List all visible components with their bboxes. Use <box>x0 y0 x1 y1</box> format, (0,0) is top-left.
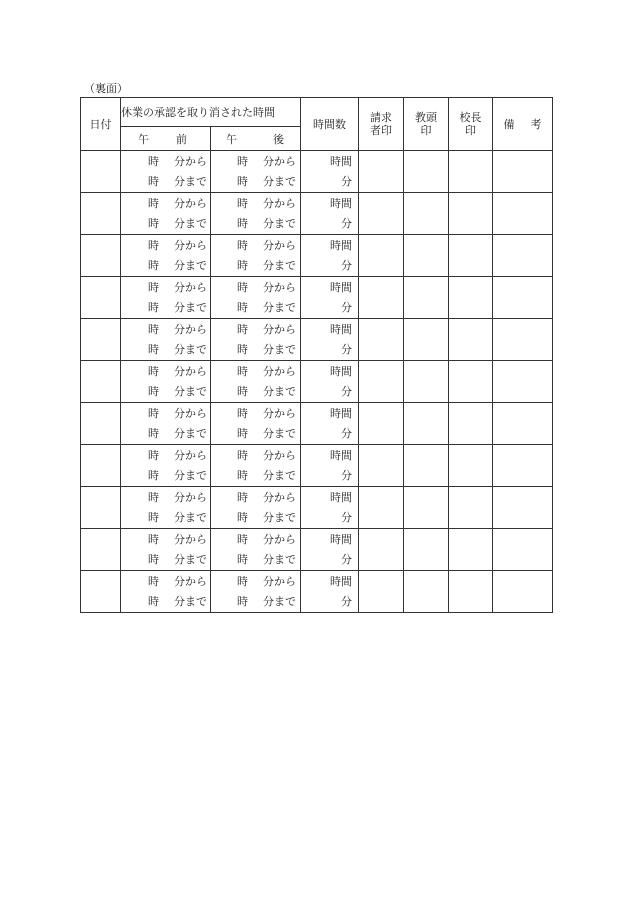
principal-seal-cell[interactable] <box>449 193 493 235</box>
pm-time-cell[interactable]: 時 分から 時 分まで <box>211 487 301 529</box>
am-time-cell[interactable]: 時 分から 時 分まで <box>121 151 211 193</box>
hours-header: 時間数 <box>301 98 359 151</box>
pm-time-cell[interactable]: 時 分から 時 分まで <box>211 193 301 235</box>
remarks-cell[interactable] <box>493 571 553 613</box>
principal-seal-cell[interactable] <box>449 445 493 487</box>
vice-principal-seal-cell[interactable] <box>404 277 449 319</box>
vice-principal-seal-cell[interactable] <box>404 361 449 403</box>
hours-cell[interactable]: 時間 分 <box>301 571 359 613</box>
requester-seal-cell[interactable] <box>359 319 404 361</box>
remarks-cell[interactable] <box>493 529 553 571</box>
principal-seal-cell[interactable] <box>449 235 493 277</box>
entry-row <box>81 487 553 529</box>
entry-row <box>81 361 553 403</box>
requester-seal-cell[interactable] <box>359 403 404 445</box>
remarks-cell[interactable] <box>493 403 553 445</box>
vice-principal-seal-header: 教頭印 <box>404 98 449 151</box>
remarks-cell[interactable] <box>493 487 553 529</box>
remarks-cell[interactable] <box>493 193 553 235</box>
entry-row <box>81 235 553 277</box>
hours-cell[interactable]: 時間 分 <box>301 403 359 445</box>
date-cell[interactable] <box>81 487 121 529</box>
pm-time-cell[interactable]: 時 分から 時 分まで <box>211 529 301 571</box>
entry-row <box>81 529 553 571</box>
hours-cell[interactable]: 時間 分 <box>301 151 359 193</box>
requester-seal-cell[interactable] <box>359 193 404 235</box>
pm-time-cell[interactable]: 時 分から 時 分まで <box>211 403 301 445</box>
pm-time-cell[interactable]: 時 分から 時 分まで <box>211 445 301 487</box>
am-time-cell[interactable]: 時 分から 時 分まで <box>121 403 211 445</box>
remarks-cell[interactable] <box>493 445 553 487</box>
date-cell[interactable] <box>81 445 121 487</box>
am-time-cell[interactable]: 時 分から 時 分まで <box>121 571 211 613</box>
vice-principal-seal-cell[interactable] <box>404 319 449 361</box>
remarks-cell[interactable] <box>493 235 553 277</box>
requester-seal-cell[interactable] <box>359 235 404 277</box>
entry-row <box>81 319 553 361</box>
hours-cell[interactable]: 時間 分 <box>301 487 359 529</box>
hours-cell[interactable]: 時間 分 <box>301 277 359 319</box>
principal-seal-cell[interactable] <box>449 319 493 361</box>
remarks-cell[interactable] <box>493 319 553 361</box>
pm-time-cell[interactable]: 時 分から 時 分まで <box>211 319 301 361</box>
date-cell[interactable] <box>81 277 121 319</box>
vice-principal-seal-cell[interactable] <box>404 445 449 487</box>
remarks-header: 備 考 <box>493 98 553 151</box>
remarks-cell[interactable] <box>493 361 553 403</box>
entry-row <box>81 193 553 235</box>
date-cell[interactable] <box>81 235 121 277</box>
am-time-cell[interactable]: 時 分から 時 分まで <box>121 361 211 403</box>
principal-seal-cell[interactable] <box>449 571 493 613</box>
vice-principal-seal-cell[interactable] <box>404 193 449 235</box>
entry-row <box>81 151 553 193</box>
requester-seal-cell[interactable] <box>359 277 404 319</box>
am-time-cell[interactable]: 時 分から 時 分まで <box>121 487 211 529</box>
entry-row <box>81 445 553 487</box>
principal-seal-cell[interactable] <box>449 529 493 571</box>
pm-time-cell[interactable]: 時 分から 時 分まで <box>211 151 301 193</box>
pm-time-cell[interactable]: 時 分から 時 分まで <box>211 361 301 403</box>
requester-seal-cell[interactable] <box>359 151 404 193</box>
vice-principal-seal-cell[interactable] <box>404 235 449 277</box>
date-cell[interactable] <box>81 193 121 235</box>
hours-cell[interactable]: 時間 分 <box>301 193 359 235</box>
entry-row <box>81 403 553 445</box>
principal-seal-cell[interactable] <box>449 487 493 529</box>
am-time-cell[interactable]: 時 分から 時 分まで <box>121 319 211 361</box>
requester-seal-cell[interactable] <box>359 361 404 403</box>
principal-seal-cell[interactable] <box>449 403 493 445</box>
am-time-cell[interactable]: 時 分から 時 分まで <box>121 277 211 319</box>
pm-time-cell[interactable]: 時 分から 時 分まで <box>211 571 301 613</box>
requester-seal-header: 請求者印 <box>359 98 404 151</box>
hours-cell[interactable]: 時間 分 <box>301 319 359 361</box>
vice-principal-seal-cell[interactable] <box>404 487 449 529</box>
requester-seal-cell[interactable] <box>359 571 404 613</box>
entry-row <box>81 277 553 319</box>
approved-time-header: 休業の承認を取り消された時間 <box>121 98 301 127</box>
leave-cancellation-table <box>80 97 553 613</box>
am-header: 午 前 <box>121 127 211 151</box>
date-cell[interactable] <box>81 319 121 361</box>
requester-seal-cell[interactable] <box>359 445 404 487</box>
date-cell[interactable] <box>81 403 121 445</box>
principal-seal-header: 校長印 <box>449 98 493 151</box>
pm-header: 午 後 <box>211 127 301 151</box>
date-cell[interactable] <box>81 571 121 613</box>
am-time-cell[interactable]: 時 分から 時 分まで <box>121 235 211 277</box>
am-time-cell[interactable]: 時 分から 時 分まで <box>121 529 211 571</box>
am-time-cell[interactable]: 時 分から 時 分まで <box>121 445 211 487</box>
hours-cell[interactable]: 時間 分 <box>301 361 359 403</box>
remarks-cell[interactable] <box>493 151 553 193</box>
vice-principal-seal-cell[interactable] <box>404 571 449 613</box>
page-side-label: （裏面） <box>84 82 128 95</box>
pm-time-cell[interactable]: 時 分から 時 分まで <box>211 277 301 319</box>
hours-cell[interactable]: 時間 分 <box>301 445 359 487</box>
principal-seal-cell[interactable] <box>449 361 493 403</box>
pm-time-cell[interactable]: 時 分から 時 分まで <box>211 235 301 277</box>
vice-principal-seal-cell[interactable] <box>404 151 449 193</box>
date-cell[interactable] <box>81 151 121 193</box>
requester-seal-cell[interactable] <box>359 487 404 529</box>
vice-principal-seal-cell[interactable] <box>404 403 449 445</box>
principal-seal-cell[interactable] <box>449 151 493 193</box>
vice-principal-seal-cell[interactable] <box>404 529 449 571</box>
date-header: 日付 <box>81 98 121 151</box>
date-cell[interactable] <box>81 529 121 571</box>
am-time-cell[interactable]: 時 分から 時 分まで <box>121 193 211 235</box>
remarks-cell[interactable] <box>493 277 553 319</box>
requester-seal-cell[interactable] <box>359 529 404 571</box>
entry-row <box>81 571 553 613</box>
date-cell[interactable] <box>81 361 121 403</box>
hours-cell[interactable]: 時間 分 <box>301 529 359 571</box>
hours-cell[interactable]: 時間 分 <box>301 235 359 277</box>
principal-seal-cell[interactable] <box>449 277 493 319</box>
